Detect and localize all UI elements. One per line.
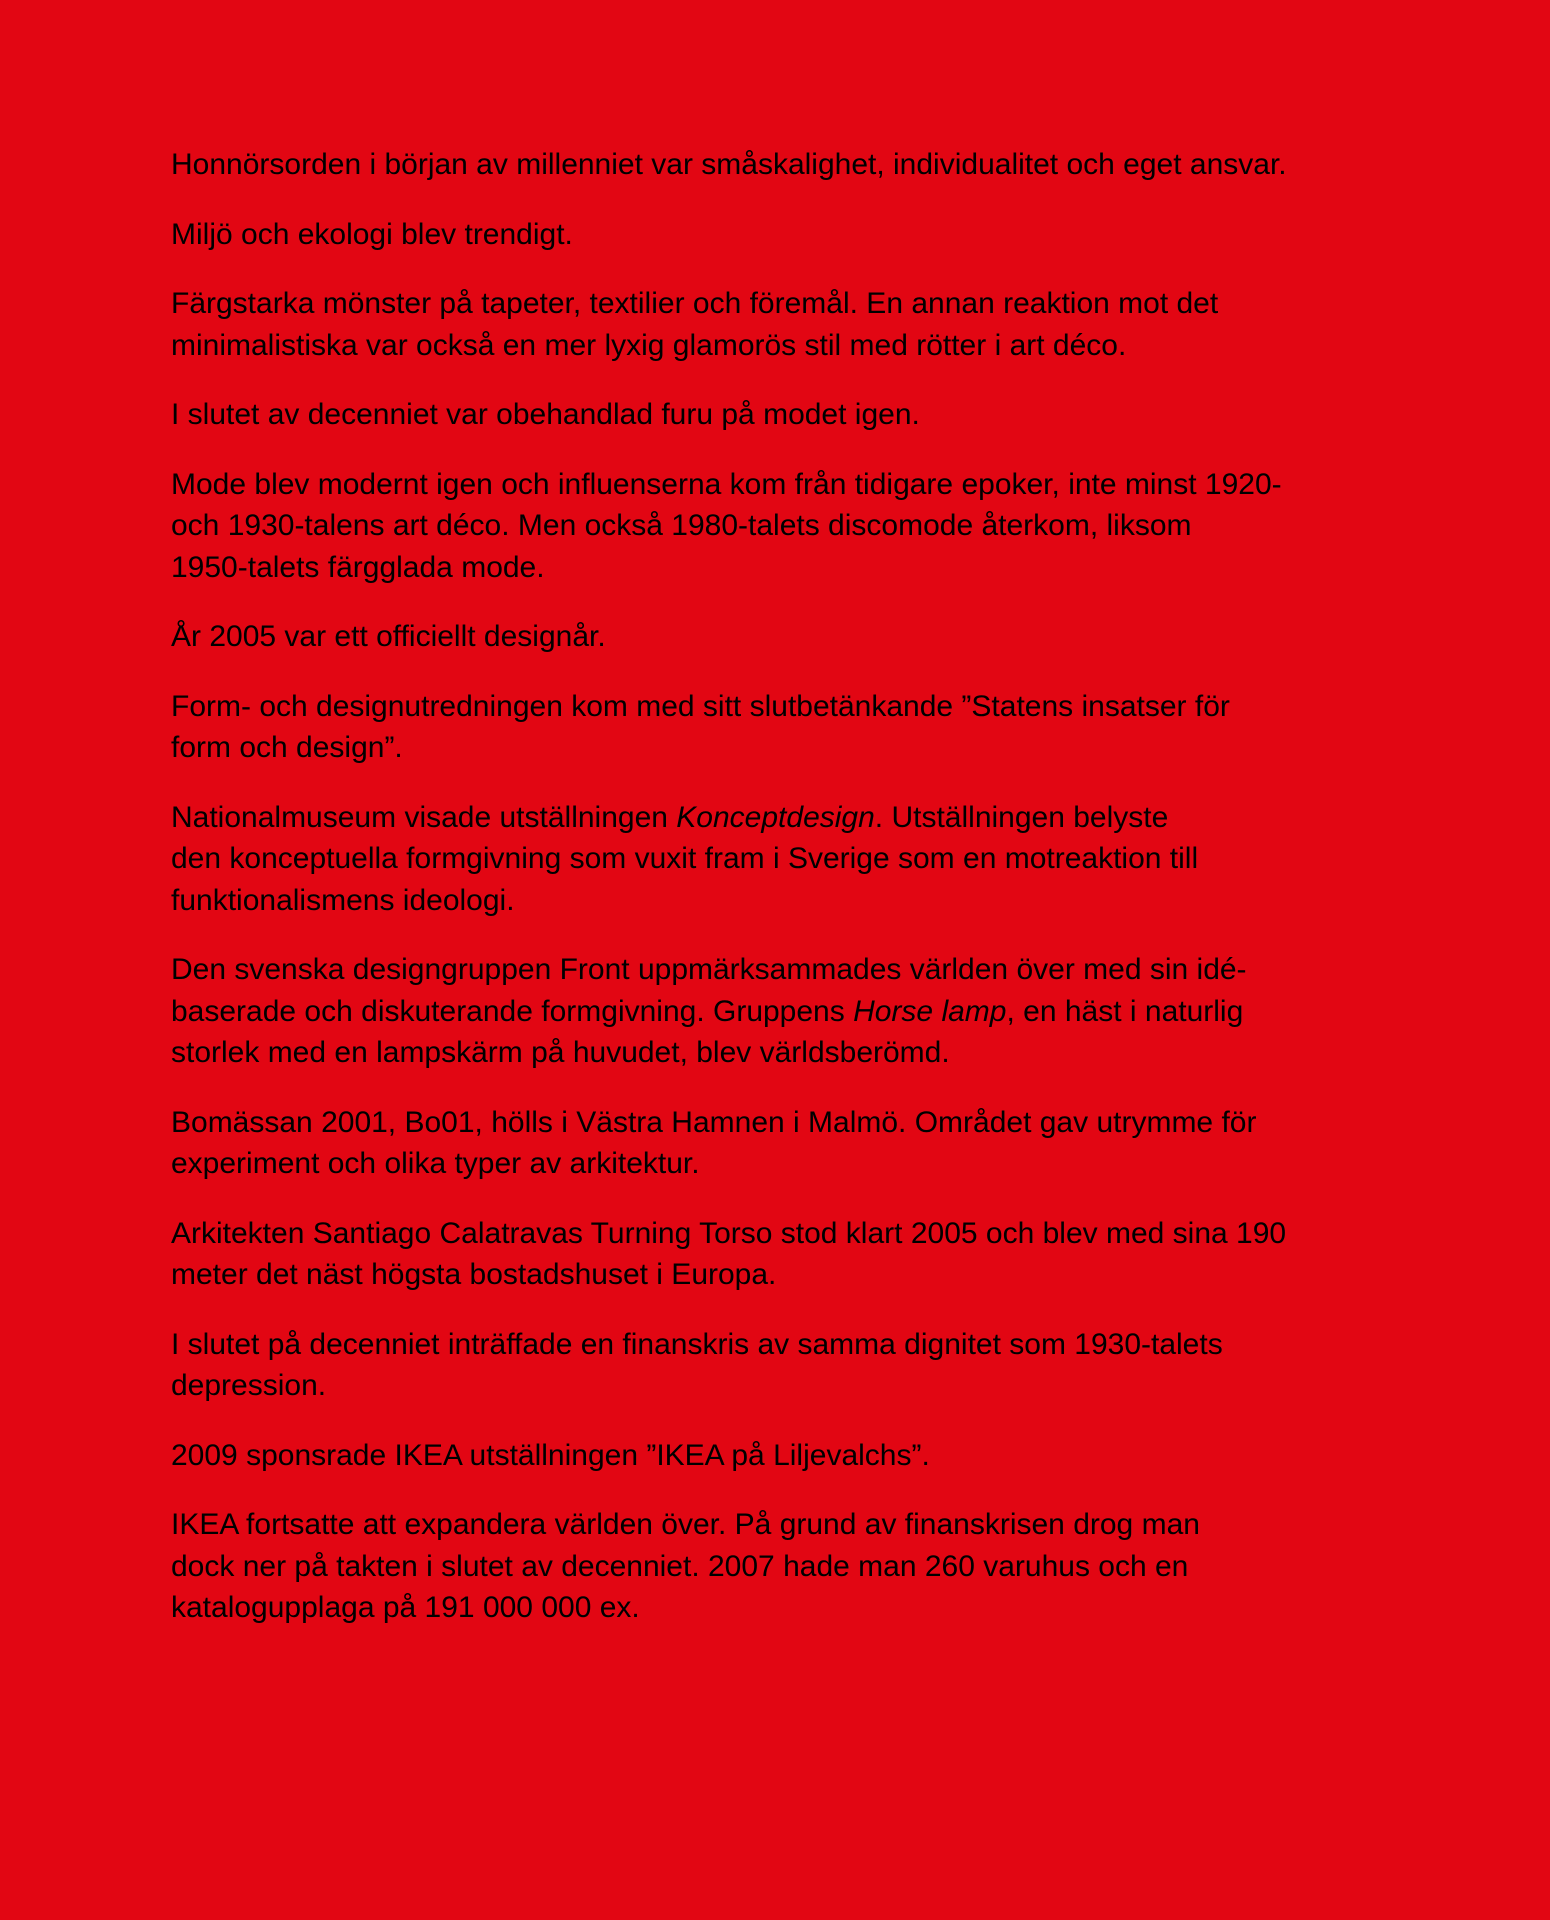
text-line: I slutet av decenniet var obehandlad furu på modet igen. [171,398,920,431]
text-line: Mode blev modernt igen och influenserna kom från tidigare epoker, inte minst 1920- [171,467,1282,501]
text-line: katalogupplaga på 191 000 000 ex. [171,1591,640,1624]
paragraph-14 [171,1504,1431,1629]
paragraph-2 [171,214,1431,256]
text-line: IKEA fortsatte att expandera världen över. På grund av finanskrisen drog man [171,1508,1200,1541]
text-line: form och design”. [171,731,403,764]
text-line: den konceptuella formgivning som vuxit fram i Sverige som en motreaktion till [171,842,1199,875]
text-line: 1950-talets färgglada mode. [171,550,545,584]
text-segment: . Utställningen belyste [874,800,1169,834]
text-line [171,991,1431,1033]
paragraph-1 [171,144,1431,186]
paragraph-7 [171,686,1431,769]
paragraph-6 [171,616,1431,658]
text-segment: Nationalmuseum visade utställningen [171,800,677,834]
text-line: Bomässan 2001, Bo01, hölls i Västra Hamnen i Malmö. Området gav utrymme för [171,1105,1257,1139]
text-line: Den svenska designgruppen Front uppmärksammades världen över med sin idé- [171,953,1247,986]
text-line: experiment och olika typer av arkitektur. [171,1147,700,1180]
text-line: meter det näst högsta bostadshuset i Europa. [171,1258,777,1291]
text-line: Honnörsorden i början av millenniet var småskalighet, individualitet och eget ansvar. [171,148,1287,181]
paragraph-11 [171,1213,1431,1296]
text-line: I slutet på decenniet inträffade en finanskris av samma dignitet som 1930-talets [171,1327,1223,1361]
paragraph-8 [171,797,1431,922]
paragraph-4 [171,394,1431,436]
text-line: 2009 sponsrade IKEA utställningen ”IKEA på Liljevalchs”. [171,1438,930,1472]
text-line [171,797,1431,839]
paragraph-13 [171,1435,1431,1477]
body-text [171,144,1431,1657]
paragraph-3 [171,283,1431,366]
text-segment: , en häst i naturlig [1006,994,1244,1028]
text-segment: baserade och diskuterande formgivning. Gruppens [171,994,854,1028]
paragraph-10 [171,1102,1431,1185]
text-line: depression. [171,1369,327,1402]
text-line: Färgstarka mönster på tapeter, textilier och föremål. En annan reaktion mot det [171,287,1219,320]
text-line: Arkitekten Santiago Calatravas Turning Torso stod klart 2005 och blev med sina 190 [171,1216,1287,1250]
text-line: År 2005 var ett officiellt designår. [171,620,606,653]
text-line: minimalistiska var också en mer lyxig glamorös stil med rötter i art déco. [171,328,1127,362]
paragraph-5 [171,464,1431,589]
text-line: storlek med en lampskärm på huvudet, blev världsberömd. [171,1036,950,1069]
text-line: dock ner på takten i slutet av decenniet. 2007 hade man 260 varuhus och en [171,1549,1189,1583]
text-line: och 1930-talens art déco. Men också 1980-talets discomode återkom, liksom [171,509,1192,542]
exhibition-title: Konceptdesign [676,800,875,834]
work-title: Horse lamp [853,994,1007,1028]
text-line: Form- och designutredningen kom med sitt slutbetänkande ”Statens insatser för [171,689,1230,723]
text-line: funktionalismens ideologi. [171,883,515,917]
paragraph-12 [171,1324,1431,1407]
paragraph-9 [171,949,1431,1074]
text-line: Miljö och ekologi blev trendigt. [171,217,573,251]
